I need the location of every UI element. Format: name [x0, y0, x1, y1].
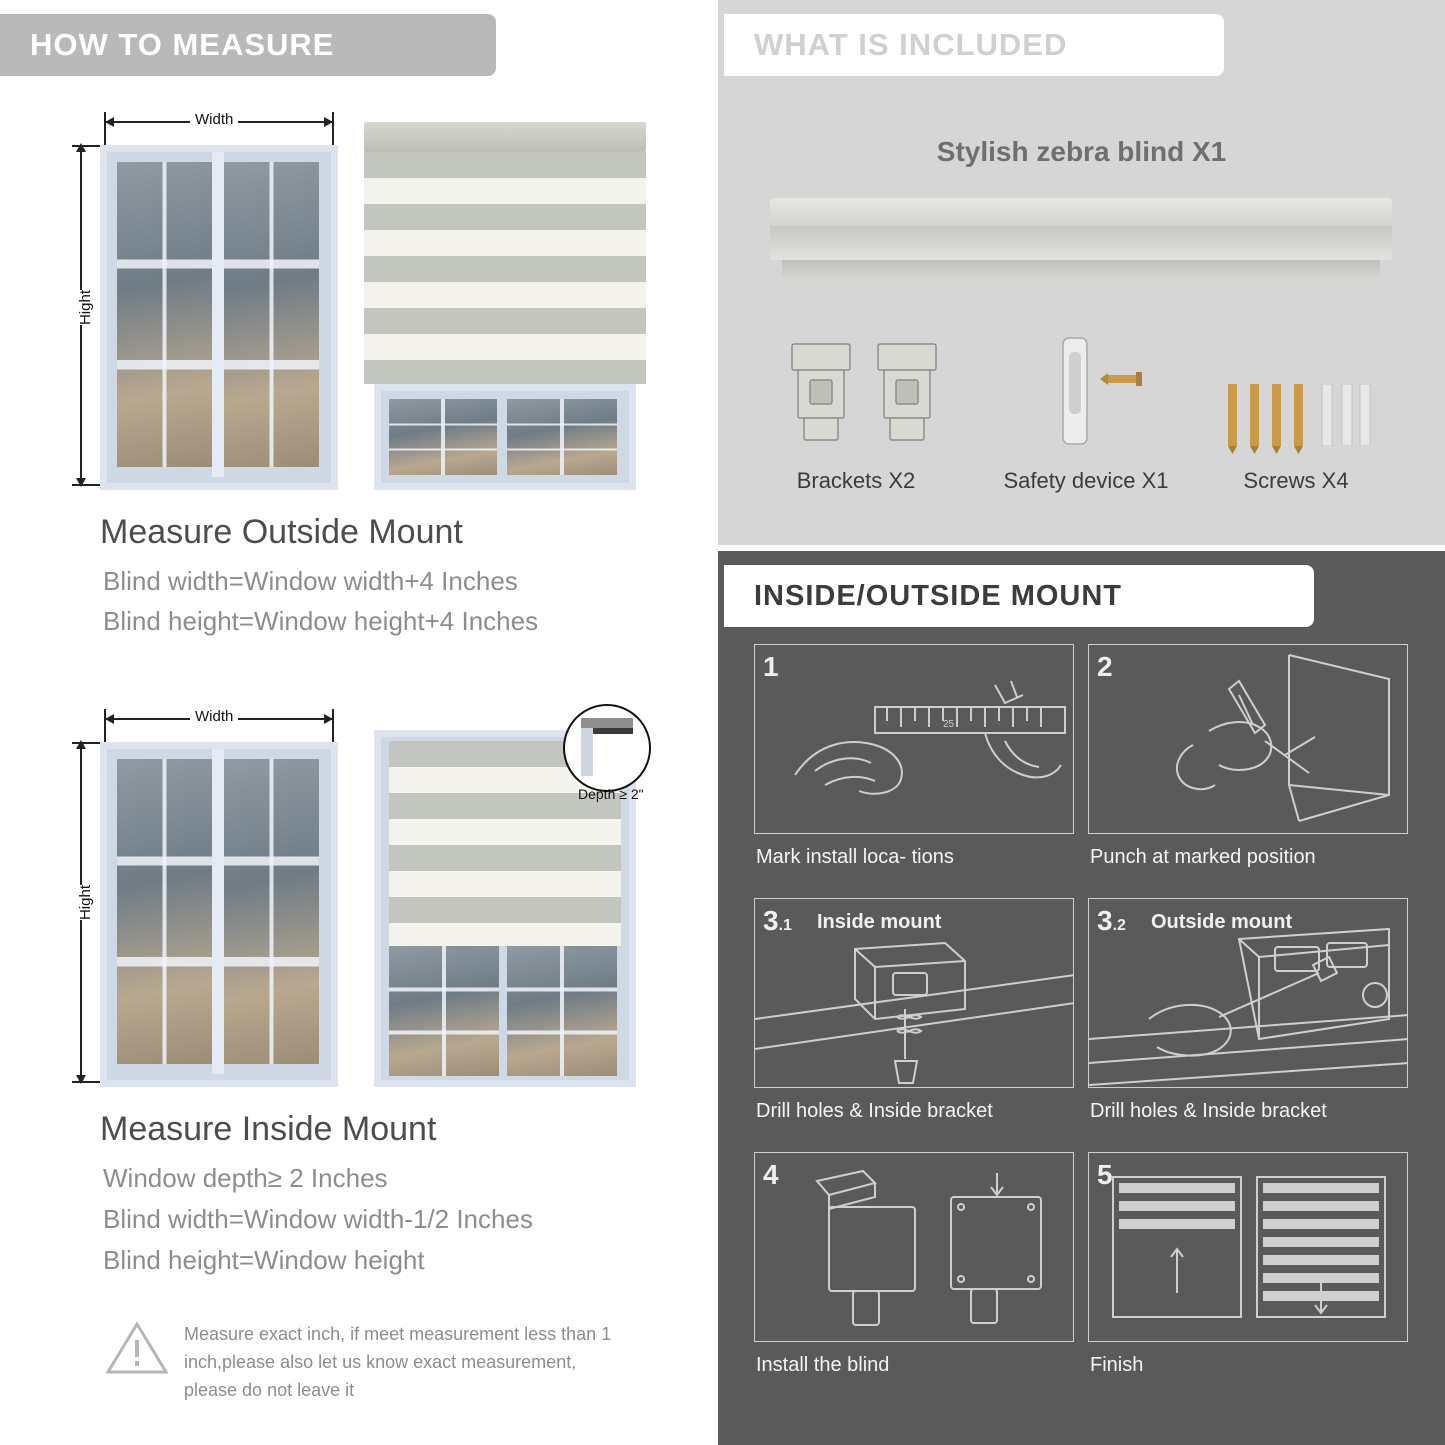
step-3-2-tag: Outside mount [1151, 911, 1293, 933]
outside-mount-line-2: Blind height=Window height+4 Inches [103, 606, 539, 636]
inside-window-frame [107, 749, 331, 1080]
step-1-number: 1 [763, 651, 779, 682]
step-4-image [754, 1152, 1074, 1342]
inside-blind-pane-left [389, 946, 499, 1076]
outside-window-mullion [212, 152, 224, 477]
step-4-number: 4 [763, 1159, 779, 1190]
zebra-blind-headrail [770, 198, 1392, 260]
inside-outside-mount-badge: INSIDE/OUTSIDE MOUNT [724, 565, 1314, 627]
inside-mount-line-2: Blind width=Window width-1/2 Inches [103, 1204, 533, 1234]
inside-width-arrow-left [105, 714, 114, 724]
step-3-2-caption: Drill holes & Inside bracket [1090, 1100, 1327, 1122]
measure-note [106, 1320, 626, 1404]
outside-window-pane-right [224, 162, 319, 467]
how-to-measure-badge: HOW TO MEASURE [0, 14, 496, 76]
step-3-2-number: 3.2 [1097, 905, 1126, 936]
outside-blind-window [374, 384, 636, 490]
part-label-brackets: Brackets X2 [796, 468, 916, 493]
inside-mount-line-3: Blind height=Window height [103, 1245, 425, 1275]
step-2-caption: Punch at marked position [1090, 846, 1316, 868]
warning-triangle-icon [106, 1320, 168, 1376]
screws-illustration [1224, 384, 1374, 459]
part-label-screws: Screws X4 [1243, 468, 1349, 493]
svg-text:25: 25 [943, 719, 955, 730]
zebra-blind-headrail-bottom [782, 260, 1380, 282]
outside-mount-title: Measure Outside Mount [100, 513, 463, 551]
inside-blind-pane-right [507, 946, 617, 1076]
brackets-illustration [786, 340, 946, 455]
step-3-1-image [754, 898, 1074, 1088]
inside-mount-title: Measure Inside Mount [100, 1110, 437, 1148]
inside-window-mullion [212, 749, 224, 1074]
step-1-image [754, 644, 1074, 834]
step-5-image [1088, 1152, 1408, 1342]
step-2-number: 2 [1097, 651, 1113, 682]
inside-width-label: Width [190, 708, 238, 725]
outside-blind-window-frame [381, 391, 629, 483]
safety-device-screw [1100, 368, 1144, 395]
outside-window-pane-left [117, 162, 212, 467]
part-label-safety-device: Safety device X1 [1003, 468, 1169, 493]
measure-note-text: Measure exact inch, if meet measurement less than 1 inch,please also let us know exact measurement, please do not leave it [184, 1324, 612, 1400]
safety-device-illustration [1055, 336, 1095, 451]
depth-label: Depth ≥ 2" [578, 786, 644, 802]
outside-blind-pane-right [507, 399, 617, 475]
inside-window-illustration [100, 742, 338, 1087]
depth-callout-circle [563, 704, 651, 792]
step-3-1-caption: Drill holes & Inside bracket [756, 1100, 993, 1122]
outside-window-frame [107, 152, 331, 483]
step-5-number: 5 [1097, 1159, 1113, 1190]
step-3-2-image [1088, 898, 1408, 1088]
included-title: Stylish zebra blind X1 [936, 136, 1227, 167]
how-to-measure-panel [0, 0, 712, 1445]
outside-window-illustration [100, 145, 338, 490]
step-2-image [1088, 644, 1408, 834]
outside-mount-line-1: Blind width=Window width+4 Inches [103, 566, 518, 596]
outside-width-label: Width [190, 111, 238, 128]
inside-mount-line-1: Window depth≥ 2 Inches [103, 1163, 388, 1193]
outside-width-arrow-left [105, 117, 114, 127]
inside-window-pane-left [117, 759, 212, 1064]
step-4-caption: Install the blind [756, 1354, 890, 1376]
step-1-caption: Mark install loca- tions [756, 846, 954, 868]
outside-blind-headrail [364, 122, 646, 152]
outside-blind-fabric [364, 152, 646, 384]
step-3-1-number: 3.1 [763, 905, 792, 936]
what-is-included-badge: WHAT IS INCLUDED [724, 14, 1224, 76]
inside-window-pane-right [224, 759, 319, 1064]
step-5-caption: Finish [1090, 1354, 1144, 1376]
inside-height-label: Hight [72, 885, 99, 920]
outside-height-label: Hight [72, 290, 99, 325]
step-3-1-tag: Inside mount [817, 911, 942, 933]
outside-blind-pane-left [389, 399, 497, 475]
